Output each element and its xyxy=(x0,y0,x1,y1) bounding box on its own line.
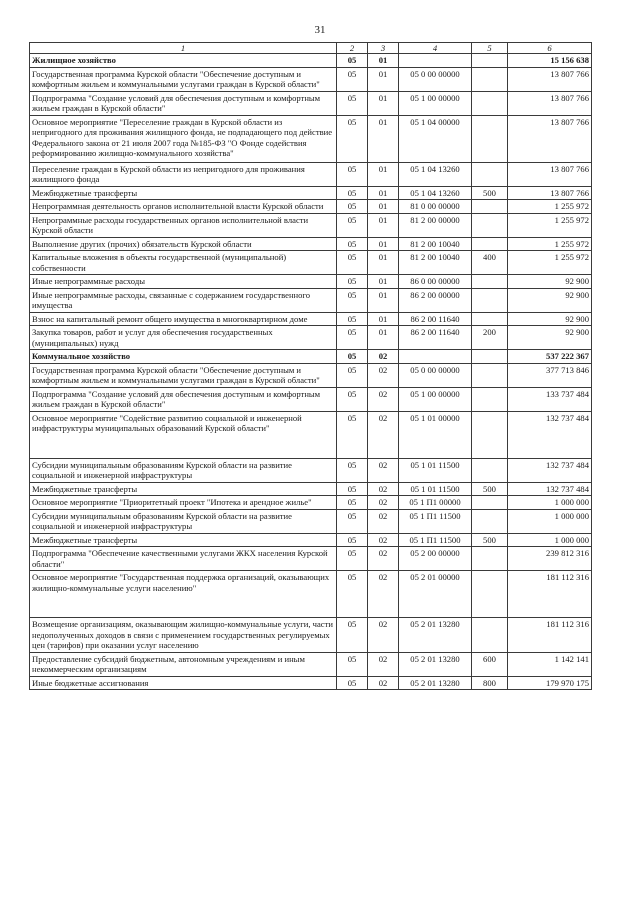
table-row xyxy=(30,547,592,571)
row-subsection-cell: 02 xyxy=(368,533,399,547)
row-name-cell: Основное мероприятие "Государственная поддержка организаций, оказывающих жилищно-коммунальные услуги населению" xyxy=(30,571,337,618)
row-expense-type-cell xyxy=(472,54,508,68)
table-section-row xyxy=(30,350,592,364)
row-target-code-cell: 05 2 00 00000 xyxy=(399,547,472,571)
row-subsection-cell: 02 xyxy=(368,496,399,510)
row-target-code-cell: 05 1 01 11500 xyxy=(399,482,472,496)
row-expense-type-cell xyxy=(472,288,508,312)
row-amount-cell: 15 156 638 xyxy=(508,54,592,68)
budget-table-body xyxy=(30,43,592,690)
row-section-cell: 05 xyxy=(337,350,368,364)
row-expense-type-cell xyxy=(472,509,508,533)
row-target-code-cell: 05 1 04 00000 xyxy=(399,115,472,162)
row-expense-type-cell xyxy=(472,571,508,618)
row-name-cell: Основное мероприятие "Содействие развитию социальной и инженерной инфраструктуры муниципальных образований Курской области" xyxy=(30,411,337,458)
table-row xyxy=(30,275,592,289)
row-name-cell: Закупка товаров, работ и услуг для обеспечения государственных (муниципальных) нужд xyxy=(30,326,337,350)
row-target-code-cell: 86 2 00 00000 xyxy=(399,288,472,312)
table-row xyxy=(30,91,592,115)
row-amount-cell: 92 900 xyxy=(508,326,592,350)
row-section-cell: 05 xyxy=(337,251,368,275)
row-name-cell: Капитальные вложения в объекты государственной (муниципальной) собственности xyxy=(30,251,337,275)
row-subsection-cell: 02 xyxy=(368,482,399,496)
table-row xyxy=(30,458,592,482)
row-expense-type-cell xyxy=(472,363,508,387)
table-section-row xyxy=(30,54,592,68)
row-amount-cell: 181 112 316 xyxy=(508,571,592,618)
table-row xyxy=(30,676,592,690)
row-target-code-cell: 81 2 00 00000 xyxy=(399,213,472,237)
row-subsection-cell: 01 xyxy=(368,115,399,162)
row-target-code-cell: 05 1 00 00000 xyxy=(399,387,472,411)
row-name-cell: Непрограммные расходы государственных органов исполнительной власти Курской области xyxy=(30,213,337,237)
table-row xyxy=(30,67,592,91)
table-row xyxy=(30,288,592,312)
row-expense-type-cell xyxy=(472,115,508,162)
row-amount-cell: 179 970 175 xyxy=(508,676,592,690)
row-expense-type-cell: 400 xyxy=(472,251,508,275)
table-row xyxy=(30,387,592,411)
row-amount-cell: 13 807 766 xyxy=(508,162,592,186)
row-amount-cell: 1 255 972 xyxy=(508,200,592,214)
row-name-cell: Иные непрограммные расходы, связанные с содержанием государственного имущества xyxy=(30,288,337,312)
column-header: 3 xyxy=(368,43,399,54)
row-name-cell: Межбюджетные трансферты xyxy=(30,186,337,200)
row-amount-cell: 1 255 972 xyxy=(508,213,592,237)
table-row xyxy=(30,482,592,496)
page-number: 31 xyxy=(314,24,326,36)
row-section-cell: 05 xyxy=(337,67,368,91)
row-target-code-cell: 05 2 01 00000 xyxy=(399,571,472,618)
row-subsection-cell: 02 xyxy=(368,676,399,690)
table-row xyxy=(30,162,592,186)
row-target-code-cell: 86 0 00 00000 xyxy=(399,275,472,289)
table-row xyxy=(30,312,592,326)
row-amount-cell: 13 807 766 xyxy=(508,91,592,115)
row-amount-cell: 1 000 000 xyxy=(508,496,592,510)
row-section-cell: 05 xyxy=(337,312,368,326)
row-name-cell: Коммунальное хозяйство xyxy=(30,350,337,364)
row-expense-type-cell xyxy=(472,458,508,482)
row-target-code-cell: 05 1 04 13260 xyxy=(399,186,472,200)
row-subsection-cell: 01 xyxy=(368,288,399,312)
row-name-cell: Предоставление субсидий бюджетным, автономным учреждениям и иным некоммерческим организациям xyxy=(30,652,337,676)
row-name-cell: Межбюджетные трансферты xyxy=(30,482,337,496)
row-expense-type-cell xyxy=(472,275,508,289)
row-amount-cell: 1 255 972 xyxy=(508,251,592,275)
row-amount-cell: 92 900 xyxy=(508,275,592,289)
row-amount-cell: 1 255 972 xyxy=(508,237,592,251)
row-amount-cell: 377 713 846 xyxy=(508,363,592,387)
row-amount-cell: 1 000 000 xyxy=(508,533,592,547)
row-subsection-cell: 01 xyxy=(368,162,399,186)
row-section-cell: 05 xyxy=(337,91,368,115)
row-subsection-cell: 02 xyxy=(368,458,399,482)
table-row xyxy=(30,652,592,676)
row-target-code-cell: 05 1 П1 11500 xyxy=(399,533,472,547)
column-header: 4 xyxy=(399,43,472,54)
row-section-cell: 05 xyxy=(337,54,368,68)
row-expense-type-cell xyxy=(472,496,508,510)
row-section-cell: 05 xyxy=(337,363,368,387)
column-header: 5 xyxy=(472,43,508,54)
row-subsection-cell: 01 xyxy=(368,237,399,251)
table-row xyxy=(30,509,592,533)
row-subsection-cell: 01 xyxy=(368,213,399,237)
row-section-cell: 05 xyxy=(337,186,368,200)
row-expense-type-cell: 600 xyxy=(472,652,508,676)
row-section-cell: 05 xyxy=(337,162,368,186)
row-section-cell: 05 xyxy=(337,482,368,496)
row-target-code-cell: 81 0 00 00000 xyxy=(399,200,472,214)
row-section-cell: 05 xyxy=(337,387,368,411)
row-subsection-cell: 01 xyxy=(368,251,399,275)
row-subsection-cell: 01 xyxy=(368,275,399,289)
table-row xyxy=(30,200,592,214)
row-target-code-cell: 05 1 01 11500 xyxy=(399,458,472,482)
row-target-code-cell: 05 0 00 00000 xyxy=(399,363,472,387)
row-amount-cell: 132 737 484 xyxy=(508,458,592,482)
column-header: 6 xyxy=(508,43,592,54)
row-amount-cell: 1 142 141 xyxy=(508,652,592,676)
row-expense-type-cell: 500 xyxy=(472,482,508,496)
row-subsection-cell: 01 xyxy=(368,326,399,350)
row-section-cell: 05 xyxy=(337,496,368,510)
row-expense-type-cell xyxy=(472,312,508,326)
row-amount-cell: 13 807 766 xyxy=(508,186,592,200)
column-header: 1 xyxy=(30,43,337,54)
row-target-code-cell: 81 2 00 10040 xyxy=(399,237,472,251)
row-target-code-cell: 05 1 04 13260 xyxy=(399,162,472,186)
row-amount-cell: 133 737 484 xyxy=(508,387,592,411)
row-target-code-cell: 05 2 01 13280 xyxy=(399,676,472,690)
row-subsection-cell: 02 xyxy=(368,652,399,676)
row-expense-type-cell: 800 xyxy=(472,676,508,690)
row-target-code-cell: 86 2 00 11640 xyxy=(399,326,472,350)
row-name-cell: Подпрограмма "Обеспечение качественными услугами ЖКХ населения Курской области" xyxy=(30,547,337,571)
row-name-cell: Иные непрограммные расходы xyxy=(30,275,337,289)
table-row xyxy=(30,326,592,350)
row-name-cell: Взнос на капитальный ремонт общего имущества в многоквартирном доме xyxy=(30,312,337,326)
row-section-cell: 05 xyxy=(337,618,368,653)
column-header: 2 xyxy=(337,43,368,54)
table-row xyxy=(30,533,592,547)
row-amount-cell: 92 900 xyxy=(508,288,592,312)
row-name-cell: Основное мероприятие "Приоритетный проект "Ипотека и арендное жилье" xyxy=(30,496,337,510)
row-name-cell: Субсидии муниципальным образованиям Курской области на развитие социальной и инженерной инфраструктуры xyxy=(30,458,337,482)
row-name-cell: Субсидии муниципальным образованиям Курской области на развитие социальной и инженерной инфраструктуры xyxy=(30,509,337,533)
row-section-cell: 05 xyxy=(337,571,368,618)
row-subsection-cell: 01 xyxy=(368,67,399,91)
row-target-code-cell: 05 2 01 13280 xyxy=(399,618,472,653)
row-expense-type-cell xyxy=(472,162,508,186)
row-name-cell: Межбюджетные трансферты xyxy=(30,533,337,547)
row-expense-type-cell xyxy=(472,67,508,91)
table-row xyxy=(30,618,592,653)
row-section-cell: 05 xyxy=(337,547,368,571)
row-name-cell: Государственная программа Курской области "Обеспечение доступным и комфортным жильем и коммунальными услугами граждан в Курской области" xyxy=(30,67,337,91)
row-expense-type-cell: 500 xyxy=(472,186,508,200)
row-subsection-cell: 02 xyxy=(368,387,399,411)
row-section-cell: 05 xyxy=(337,115,368,162)
row-section-cell: 05 xyxy=(337,213,368,237)
row-section-cell: 05 xyxy=(337,509,368,533)
row-expense-type-cell xyxy=(472,200,508,214)
table-header-row xyxy=(30,43,592,54)
row-expense-type-cell: 200 xyxy=(472,326,508,350)
row-expense-type-cell xyxy=(472,411,508,458)
row-subsection-cell: 01 xyxy=(368,200,399,214)
row-subsection-cell: 02 xyxy=(368,350,399,364)
row-target-code-cell: 05 0 00 00000 xyxy=(399,67,472,91)
row-name-cell: Подпрограмма "Создание условий для обеспечения доступным и комфортным жильем граждан в Курской области" xyxy=(30,91,337,115)
row-amount-cell: 13 807 766 xyxy=(508,67,592,91)
row-section-cell: 05 xyxy=(337,326,368,350)
budget-table xyxy=(29,42,592,690)
row-name-cell: Переселение граждан в Курской области из непригодного для проживания жилищного фонда xyxy=(30,162,337,186)
row-subsection-cell: 02 xyxy=(368,363,399,387)
row-amount-cell: 1 000 000 xyxy=(508,509,592,533)
row-name-cell: Непрограммная деятельность органов исполнительной власти Курской области xyxy=(30,200,337,214)
table-row xyxy=(30,115,592,162)
row-subsection-cell: 01 xyxy=(368,186,399,200)
row-expense-type-cell xyxy=(472,547,508,571)
row-subsection-cell: 02 xyxy=(368,411,399,458)
row-subsection-cell: 01 xyxy=(368,54,399,68)
row-subsection-cell: 01 xyxy=(368,91,399,115)
row-amount-cell: 132 737 484 xyxy=(508,411,592,458)
row-target-code-cell: 05 1 П1 00000 xyxy=(399,496,472,510)
row-target-code-cell: 05 2 01 13280 xyxy=(399,652,472,676)
row-subsection-cell: 01 xyxy=(368,312,399,326)
row-name-cell: Возмещение организациям, оказывающим жилищно-коммунальные услуги, части недополученных доходов в связи с применением государственных регулируемых цен (тарифов) при оказании услуг населению xyxy=(30,618,337,653)
row-amount-cell: 181 112 316 xyxy=(508,618,592,653)
row-name-cell: Жилищное хозяйство xyxy=(30,54,337,68)
row-subsection-cell: 02 xyxy=(368,571,399,618)
row-section-cell: 05 xyxy=(337,275,368,289)
row-section-cell: 05 xyxy=(337,237,368,251)
table-row xyxy=(30,237,592,251)
row-target-code-cell: 86 2 00 11640 xyxy=(399,312,472,326)
row-section-cell: 05 xyxy=(337,288,368,312)
table-row xyxy=(30,213,592,237)
row-expense-type-cell xyxy=(472,237,508,251)
row-target-code-cell: 05 1 00 00000 xyxy=(399,91,472,115)
table-row xyxy=(30,186,592,200)
row-section-cell: 05 xyxy=(337,411,368,458)
row-target-code-cell: 05 1 01 00000 xyxy=(399,411,472,458)
row-expense-type-cell xyxy=(472,387,508,411)
row-amount-cell: 537 222 367 xyxy=(508,350,592,364)
row-name-cell: Подпрограмма "Создание условий для обеспечения доступным и комфортным жильем граждан в Курской области" xyxy=(30,387,337,411)
row-amount-cell: 239 812 316 xyxy=(508,547,592,571)
row-section-cell: 05 xyxy=(337,200,368,214)
row-section-cell: 05 xyxy=(337,458,368,482)
row-subsection-cell: 02 xyxy=(368,618,399,653)
row-section-cell: 05 xyxy=(337,652,368,676)
row-amount-cell: 132 737 484 xyxy=(508,482,592,496)
row-name-cell: Основное мероприятие "Переселение граждан в Курской области из непригодного для проживания жилищного фонда, не подпадающего под действие Федерального закона от 21 июля 2007 года №185-ФЗ "О Фонде содействия реформированию жилищно-коммунального хозяйства" xyxy=(30,115,337,162)
row-name-cell: Государственная программа Курской области "Обеспечение доступным и комфортным жильем и коммунальными услугами граждан в Курской области" xyxy=(30,363,337,387)
table-row xyxy=(30,496,592,510)
row-section-cell: 05 xyxy=(337,676,368,690)
row-section-cell: 05 xyxy=(337,533,368,547)
row-target-code-cell xyxy=(399,54,472,68)
row-name-cell: Выполнение других (прочих) обязательств Курской области xyxy=(30,237,337,251)
row-expense-type-cell: 500 xyxy=(472,533,508,547)
table-row xyxy=(30,411,592,458)
row-expense-type-cell xyxy=(472,350,508,364)
row-target-code-cell: 81 2 00 10040 xyxy=(399,251,472,275)
row-subsection-cell: 02 xyxy=(368,509,399,533)
row-target-code-cell xyxy=(399,350,472,364)
table-row xyxy=(30,571,592,618)
row-expense-type-cell xyxy=(472,618,508,653)
table-row xyxy=(30,251,592,275)
row-expense-type-cell xyxy=(472,91,508,115)
row-subsection-cell: 02 xyxy=(368,547,399,571)
row-amount-cell: 92 900 xyxy=(508,312,592,326)
table-row xyxy=(30,363,592,387)
row-target-code-cell: 05 1 П1 11500 xyxy=(399,509,472,533)
row-amount-cell: 13 807 766 xyxy=(508,115,592,162)
row-expense-type-cell xyxy=(472,213,508,237)
row-name-cell: Иные бюджетные ассигнования xyxy=(30,676,337,690)
